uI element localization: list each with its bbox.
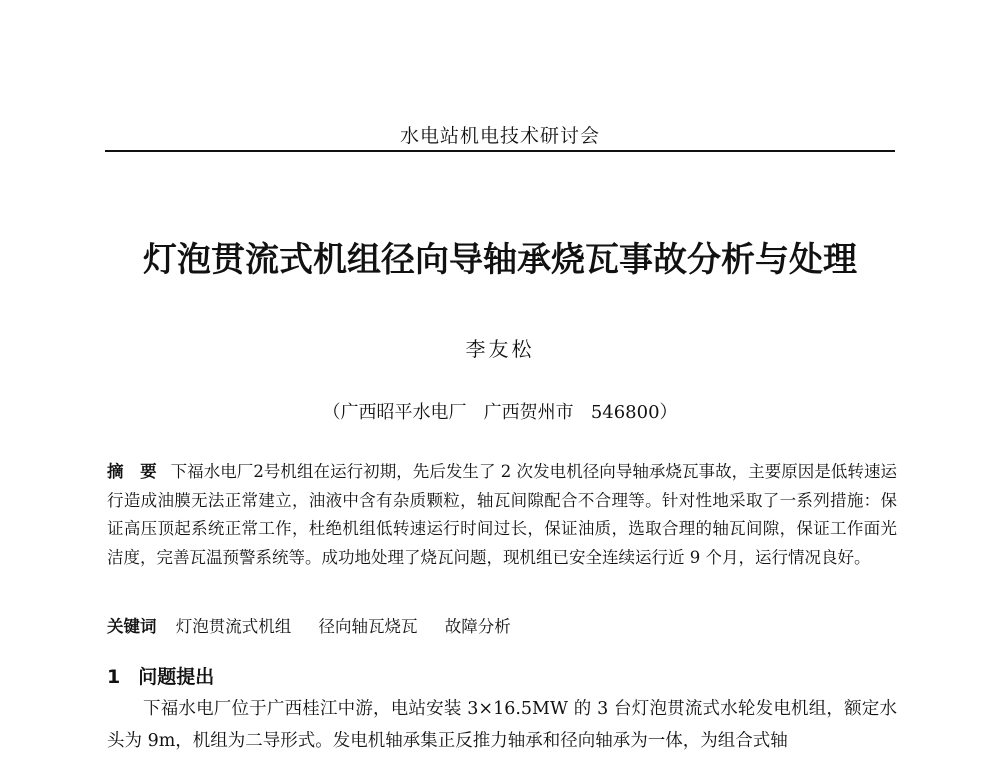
section-body-paragraph: 下福水电厂位于广西桂江中游，电站安装 3×16.5MW 的 3 台灯泡贯流式水轮发电机组，额定水头为 9m，机组为二导形式。发电机轴承集正反推力轴承和径向轴承为一体，为组合式轴: [107, 699, 897, 751]
author-name: 李友松: [465, 337, 535, 361]
running-header: 水电站机电技术研讨会: [399, 125, 600, 147]
abstract-text: 下福水电厂2号机组在运行初期，先后发生了 2 次发电机径向导轴承烧瓦事故，主要原因是低转速运行造成油膜无法正常建立，油液中含有杂质颗粒，轴瓦间隙配合不合理等。针对性地采取了一系列措施：保证高压顶起系统正常工作，杜绝机组低转速运行时间过长，保证油质，选取合理的轴瓦间隙，保证工作面光洁度，完善瓦温预警系统等。成功地处理了烧瓦问题，现机组已安全连续运行近 9 个月，运行情况良好。: [107, 462, 897, 567]
keywords: [107, 615, 897, 639]
section-heading: [107, 662, 214, 689]
header-rule: [105, 150, 895, 152]
affiliation-postcode: 546800: [590, 402, 660, 423]
affiliation-close-paren: ）: [659, 402, 678, 423]
affiliation-open-paren: （: [322, 402, 341, 423]
section-title: 问题提出: [138, 666, 215, 688]
abstract-label: 摘 要: [107, 462, 157, 481]
section-number: 1: [107, 666, 121, 688]
keyword-item: 径向轴瓦烧瓦: [318, 617, 418, 636]
paper-title: 灯泡贯流式机组径向导轴承烧瓦事故分析与处理: [143, 240, 857, 280]
abstract: [107, 458, 897, 572]
keywords-label: 关键词: [107, 617, 157, 636]
keyword-item: 灯泡贯流式机组: [175, 617, 292, 636]
keyword-item: 故障分析: [444, 617, 511, 636]
author-affiliation: [0, 398, 1000, 424]
affiliation-organization: 广西昭平水电厂: [340, 402, 467, 423]
affiliation-city: 广西贺州市: [483, 402, 574, 423]
